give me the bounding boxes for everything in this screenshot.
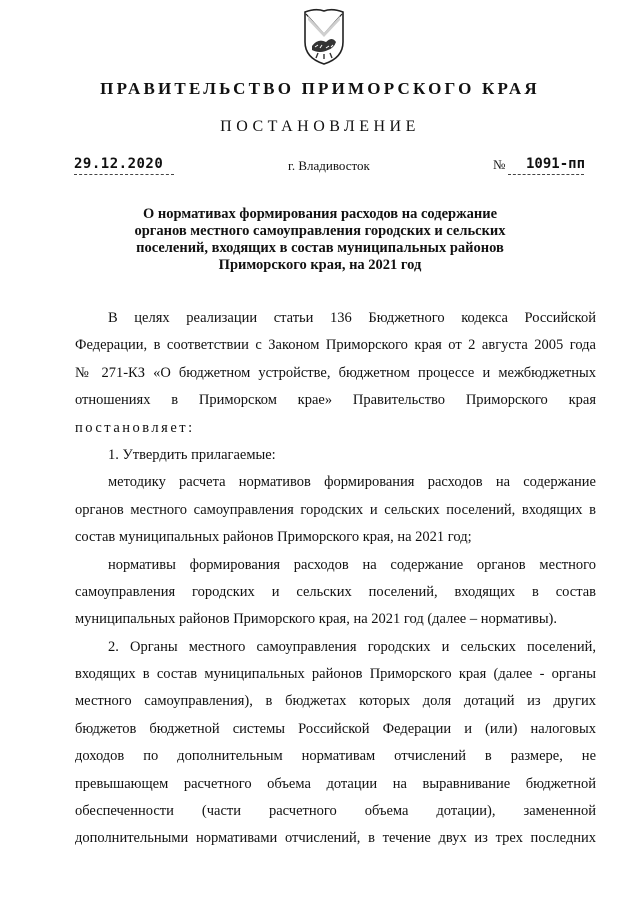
subject-line: О нормативах формирования расходов на содержание: [142, 206, 498, 222]
number-underline: [508, 174, 584, 175]
document-subject: [100, 206, 540, 274]
body-line: самоуправления городских и сельских поселений, входящих в состав: [75, 583, 596, 600]
body-line: доходов по дополнительным нормативам отчислений в размере, не: [75, 748, 596, 765]
body-line: органов местного самоуправления городских и сельских поселений, входящих в: [75, 501, 596, 518]
body-line: № 271-КЗ «О бюджетном устройстве, бюджетном процессе и межбюджетных: [75, 364, 596, 381]
subject-line: поселений, входящих в состав муниципальных районов: [136, 240, 504, 256]
body-line: бюджетов бюджетной системы Российской Федерации и (или) налоговых: [75, 720, 596, 737]
document-type: ПОСТАНОВЛЕНИЕ: [220, 118, 420, 135]
body-line: методику расчета нормативов формирования расходов на содержание: [108, 474, 596, 491]
body-line: превышающем расчетного объема дотации на выравнивание бюджетной: [75, 775, 596, 792]
body-line: входящих в состав муниципальных районов Приморского края (далее - органы: [75, 666, 596, 683]
body-line: муниципальных районов Приморского края, на 2021 год (далее – нормативы).: [75, 611, 558, 628]
body-line: 1. Утвердить прилагаемые:: [108, 446, 276, 463]
body-line: нормативы формирования расходов на содержание органов местного: [108, 556, 596, 573]
document-number: 1091-пп: [526, 156, 586, 172]
document-city: г. Владивосток: [288, 158, 370, 173]
body-line: местного самоуправления), в бюджетах которых доля дотаций из других: [75, 693, 596, 710]
body-line: 2. Органы местного самоуправления городских и сельских поселений,: [108, 638, 596, 655]
body-line: Федерации, в соответствии с Законом Приморского края от 2 августа 2005 года: [75, 337, 596, 354]
document-body: [75, 308, 596, 856]
body-line: состав муниципальных районов Приморского края, на 2021 год;: [75, 529, 472, 546]
date-underline: [74, 174, 174, 175]
government-title: ПРАВИТЕЛЬСТВО ПРИМОРСКОГО КРАЯ: [100, 79, 540, 98]
body-line: постановляет:: [75, 419, 195, 436]
coat-of-arms-icon: [302, 6, 346, 66]
number-sign: №: [493, 157, 506, 172]
body-line: дополнительными нормативами отчислений, в течение двух из трех последних: [75, 830, 596, 847]
body-line: отношениях в Приморском крае» Правительство Приморского края: [75, 392, 596, 409]
subject-line: Приморского края, на 2021 год: [218, 257, 422, 273]
subject-line: органов местного самоуправления городских и сельских: [134, 223, 506, 239]
body-line: В целях реализации статьи 136 Бюджетного кодекса Российской: [108, 310, 596, 326]
document-date: 29.12.2020: [74, 156, 164, 172]
body-line: обеспеченности (части расчетного объема дотации), замененной: [75, 803, 596, 820]
